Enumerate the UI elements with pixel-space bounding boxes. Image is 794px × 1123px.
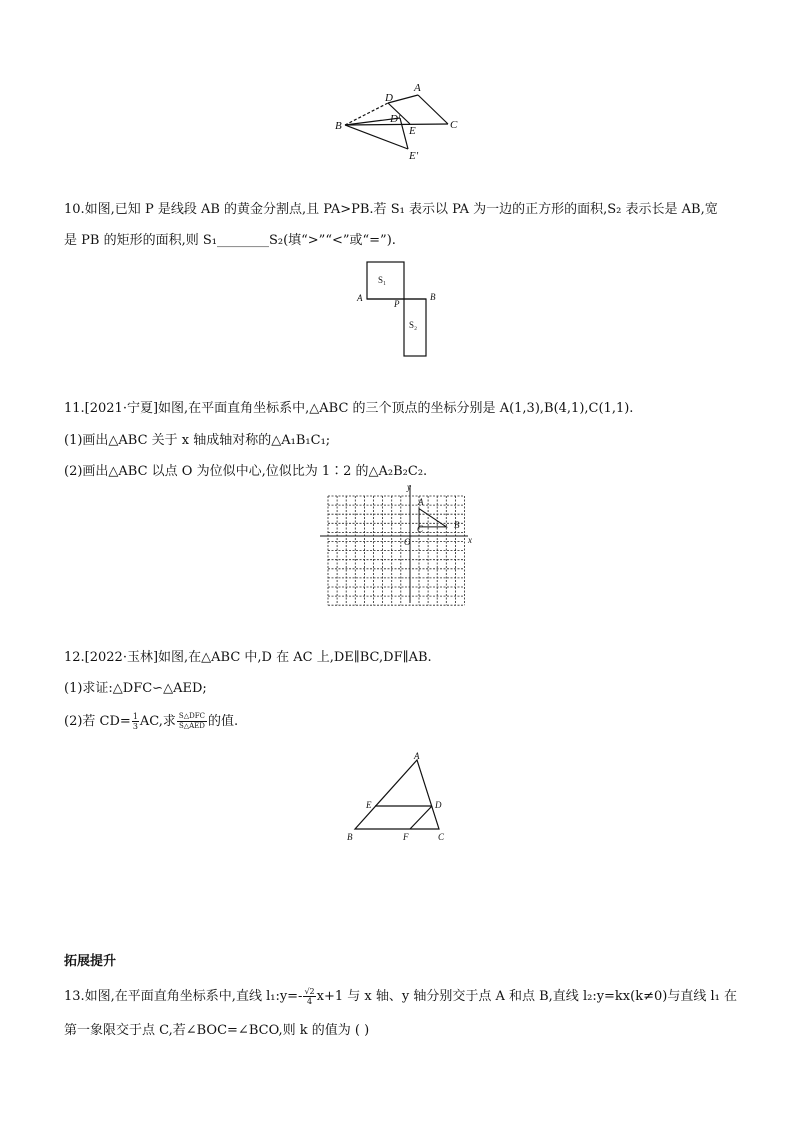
triangle-abc: [419, 509, 446, 527]
fig9-label-c: C: [450, 119, 458, 131]
fig12-label-e: E: [366, 800, 372, 810]
q13-line2: 第一象限交于点 C,若∠BOC=∠BCO,则 k 的值为 ( ): [64, 1023, 370, 1038]
frac-den: 3: [132, 722, 138, 731]
fig12-label-d: D: [435, 800, 442, 810]
fig10-label-s2: S₂: [409, 320, 418, 330]
ratio-den: S△AED: [178, 722, 205, 730]
fig9-label-a: A: [414, 82, 421, 94]
fig12-label-b: B: [347, 832, 353, 842]
fig11-label-x: x: [468, 535, 472, 545]
fig12-label-c: C: [438, 832, 445, 842]
q11-line2: (1)画出△ABC 关于 x 轴成轴对称的△A₁B₁C₁;: [64, 433, 331, 448]
q11-line1: 11.[2021·宁夏]如图,在平面直角坐标系中,△ABC 的三个顶点的坐标分别是 A(1,3),B(4,1),C(1,1).: [64, 401, 634, 416]
fig12-label-a: A: [414, 751, 420, 761]
den: 4: [307, 997, 313, 1006]
figure-rotation: [330, 78, 470, 168]
fig11-label-a: A: [418, 497, 424, 507]
fig9-label-d: D: [385, 92, 393, 104]
fraction-sqrt2-over-4: [303, 987, 315, 1006]
ratio-num: S△DFC: [178, 712, 205, 720]
q10-line2: 是 PB 的矩形的面积,则 S₁________S₂(填“>”“<”或“=”).: [64, 233, 396, 248]
q13-line1: [64, 987, 737, 1007]
fig11-label-c: C: [417, 524, 424, 534]
q11-line3: (2)画出△ABC 以点 O 为位似中心,位似比为 1∶2 的△A₂B₂C₂.: [64, 464, 428, 479]
section-title: 拓展提升: [64, 954, 117, 969]
fig11-label-y: y: [407, 482, 411, 492]
fig9-label-b: B: [335, 120, 342, 132]
q12-line3-mid: AC,求: [139, 714, 176, 729]
figure-golden-section: [350, 260, 450, 360]
sqrt-num: √2: [304, 987, 315, 996]
fig10-label-p: P: [394, 299, 400, 309]
fig11-label-o: O: [404, 537, 411, 547]
fig11-label-b: B: [454, 520, 460, 530]
fig12-label-f: F: [403, 832, 409, 842]
fraction-one-third: [132, 712, 139, 731]
area-ratio-fraction: [177, 712, 207, 731]
q12-line3-prefix: (2)若 CD=: [64, 714, 131, 729]
q12-line2: (1)求证:△DFC∽△AED;: [64, 681, 207, 696]
fig9-label-d-prime: D': [390, 113, 401, 125]
q12-line3-suffix: 的值.: [207, 714, 239, 729]
fig10-label-b: B: [430, 292, 436, 302]
fig9-label-e: E: [409, 125, 416, 137]
fig9-label-e-prime: E': [409, 150, 419, 162]
fig10-label-s1: S₁: [378, 275, 387, 285]
frac-num: 1: [132, 712, 138, 721]
fig10-label-a: A: [357, 293, 363, 303]
figure-coordinate-grid: [318, 482, 478, 605]
q10-line1: 10.如图,已知 P 是线段 AB 的黄金分割点,且 PA>PB.若 S₁ 表示以 PA 为一边的正方形的面积,S₂ 表示长是 AB,宽: [64, 202, 718, 217]
q13-line1-a: 13.如图,在平面直角坐标系中,直线 l₁:y=-: [64, 989, 303, 1004]
q12-line3: [64, 712, 238, 732]
figure-triangle-abc: [340, 750, 460, 850]
q12-line1: 12.[2022·玉林]如图,在△ABC 中,D 在 AC 上,DE∥BC,DF∥AB.: [64, 650, 432, 665]
q13-line1-b: x+1 与 x 轴、y 轴分别交于点 A 和点 B,直线 l₂:y=kx(k≠0)与直线 l₁ 在: [316, 989, 737, 1004]
